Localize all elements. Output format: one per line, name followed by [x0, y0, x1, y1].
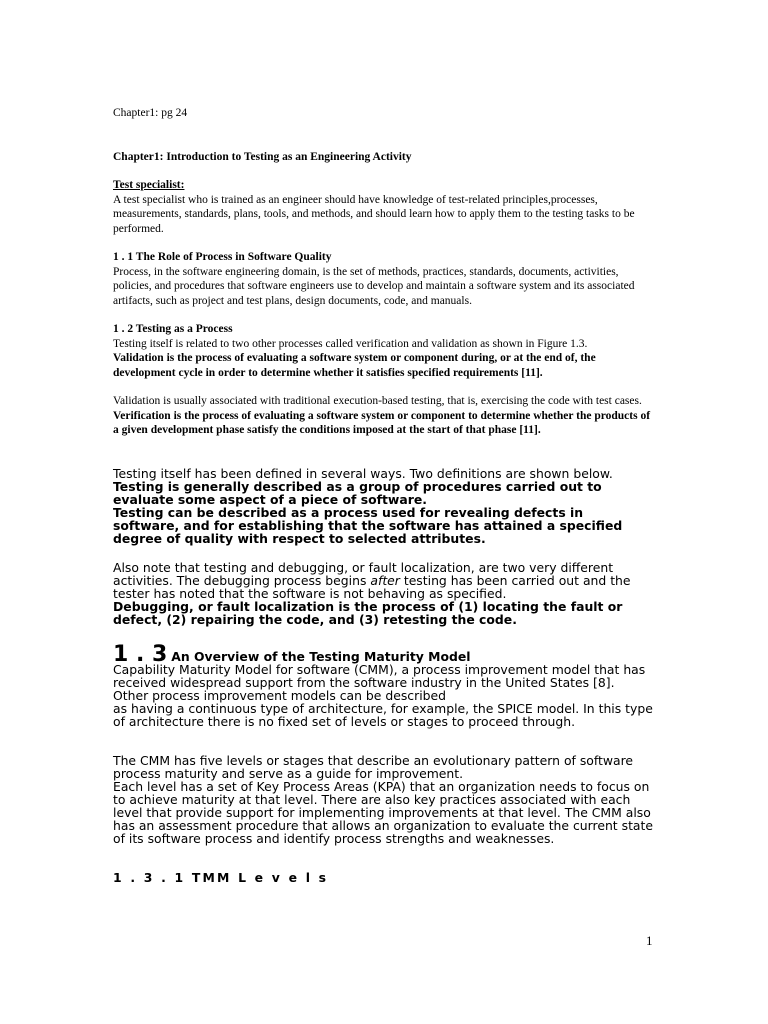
section-1-3-number: 1 . 3	[113, 642, 168, 667]
section-1-3	[113, 642, 653, 729]
debugging-text-after: testing has been carried out and the tester has noted that the software is not behaving as specified.	[113, 573, 631, 601]
section-1-2	[113, 322, 653, 380]
chapter-page-header: Chapter1: pg 24	[113, 107, 188, 119]
debugging-text	[113, 561, 653, 600]
debugging-definition: Debugging, or fault localization is the process of (1) locating the fault or defect, (2) repairing the code, and (3) retesting the code.	[113, 599, 623, 627]
cmm-section	[113, 754, 653, 845]
section-1-3-title: An Overview of the Testing Maturity Model	[171, 649, 471, 664]
test-specialist-section	[113, 178, 653, 236]
section-1-1	[113, 250, 653, 308]
validation-definition: Validation is the process of evaluating a software system or component during, or at the end of, the development cycle in order to determine whether it satisfies specified requirements [11].	[113, 352, 596, 379]
definitions-section	[113, 467, 653, 545]
definition-1: Testing is generally described as a group of procedures carried out to evaluate some aspect of a piece of software.	[113, 479, 602, 507]
section-1-3-para1: Capability Maturity Model for software (CMM), a process improvement model that has received widespread support from the software industry in the United States [8].	[113, 662, 646, 690]
section-1-3-para4: The CMM has five levels or stages that describe an evolutionary pattern of software process maturity and serve as a guide for improvement.	[113, 753, 634, 781]
section-1-1-heading: 1 . 1 The Role of Process in Software Quality	[113, 251, 332, 263]
debugging-text-before: Also note that testing and debugging, or fault localization, are two very different activities. The debugging process begins	[113, 560, 614, 588]
section-1-3-para3: as having a continuous type of architecture, for example, the SPICE model. In this type of architecture there is no fixed set of levels or stages to proceed through.	[113, 701, 653, 729]
section-1-3-para2: Other process improvement models can be described	[113, 688, 446, 703]
validation-section	[113, 394, 653, 438]
section-1-2-heading: 1 . 2 Testing as a Process	[113, 323, 233, 335]
definitions-intro: Testing itself has been defined in several ways. Two definitions are shown below.	[113, 466, 613, 481]
definition-2: Testing can be described as a process used for revealing defects in software, and for establishing that the software has attained a specified degree of quality with respect to selected attributes.	[113, 505, 623, 546]
test-specialist-body: A test specialist who is trained as an engineer should have knowledge of test-related principles,processes, measurements, standards, plans, tools, and methods, and should learn how to apply them to the testing tasks to be performed.	[113, 193, 635, 235]
section-1-1-body: Process, in the software engineering domain, is the set of methods, practices, standards, documents, activities, policies, and procedures that software engineers use to develop and maintain a software system and its associated artifacts, such as project and test plans, design documents, code, and manuals.	[113, 265, 635, 307]
debugging-text-italic: after	[370, 573, 400, 588]
page-number: 1	[646, 933, 653, 948]
section-1-3-1-heading: 1 . 3 . 1 TMM L e v e l s	[113, 870, 329, 885]
section-1-3-heading	[113, 642, 653, 667]
section-1-3-para5: Each level has a set of Key Process Areas (KPA) that an organization needs to focus on to achieve maturity at that level. There are also key practices associated with each level that provide support for implementing improvements at that level. The CMM also has an assessment procedure that allows an organization to evaluate the current state of its software process and identify process strengths and weaknesses.	[113, 779, 653, 846]
validation-note: Validation is usually associated with traditional execution-based testing, that is, exercising the code with test cases.	[113, 395, 642, 407]
test-specialist-heading: Test specialist:	[113, 179, 185, 191]
debugging-section	[113, 561, 653, 626]
verification-definition: Verification is the process of evaluating a software system or component to determine whether the products of a given development phase satisfy the conditions imposed at the start of that phase [11].	[113, 409, 651, 436]
chapter-title: Chapter1: Introduction to Testing as an Engineering Activity	[113, 151, 412, 163]
section-1-2-intro: Testing itself is related to two other processes called verification and validation as shown in Figure 1.3.	[113, 337, 588, 350]
